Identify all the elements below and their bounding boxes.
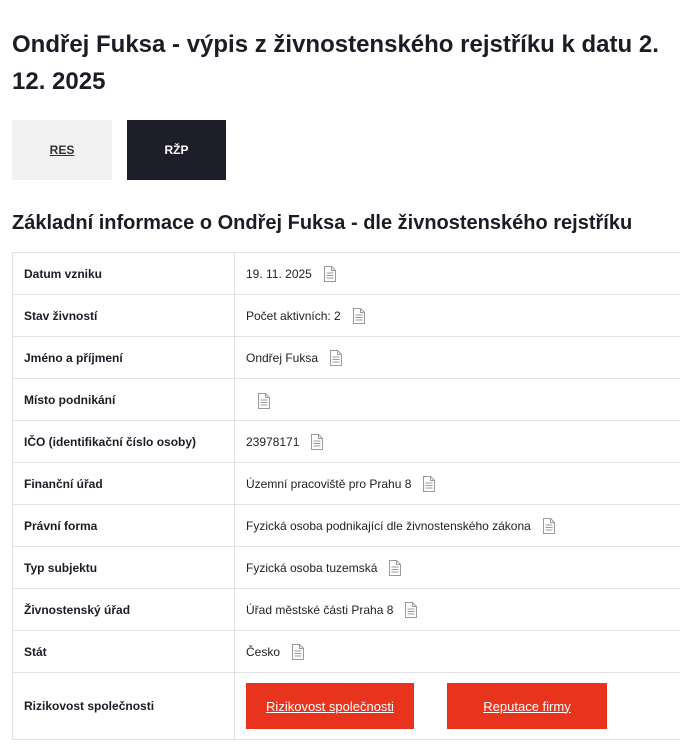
row-label-typ-subjektu: Typ subjektu	[13, 547, 235, 589]
copy-document-icon[interactable]	[257, 393, 270, 409]
table-row	[13, 421, 680, 463]
table-row	[13, 673, 680, 740]
table-row	[13, 463, 680, 505]
copy-document-icon[interactable]	[291, 644, 304, 660]
row-label-datum-vzniku: Datum vzniku	[13, 253, 235, 295]
table-row	[13, 337, 680, 379]
tab-rzp[interactable]: RŽP	[127, 120, 226, 180]
row-value-cell	[235, 421, 680, 463]
row-value-jmeno: Ondřej Fuksa	[246, 350, 319, 365]
row-label-financni-urad: Finanční úřad	[13, 463, 235, 505]
copy-document-icon[interactable]	[352, 308, 365, 324]
row-value-cell	[235, 589, 680, 631]
row-value-cell	[235, 337, 680, 379]
row-value-cell	[235, 547, 680, 589]
row-value-datum-vzniku: 19. 11. 2025	[246, 266, 312, 281]
row-value-zivnostensky-urad: Úřad městské části Praha 8	[246, 602, 394, 617]
copy-document-icon[interactable]	[404, 602, 417, 618]
row-label-stav-zivnosti: Stav živností	[13, 295, 235, 337]
row-value-cell	[235, 631, 680, 673]
row-value-cell	[235, 253, 680, 295]
row-value-financni-urad: Územní pracoviště pro Prahu 8	[246, 476, 412, 491]
source-tabs	[12, 120, 226, 180]
reputation-button[interactable]: Reputace firmy	[447, 683, 607, 729]
tab-res[interactable]: RES	[12, 120, 112, 180]
section-title: Základní informace o Ondřej Fuksa - dle živnostenského rejstříku	[12, 212, 633, 234]
copy-document-icon[interactable]	[323, 266, 336, 282]
row-value-stav-zivnosti: Počet aktivních: 2	[246, 308, 341, 323]
row-label-stat: Stát	[13, 631, 235, 673]
row-label-zivnostensky-urad: Živnostenský úřad	[13, 589, 235, 631]
table-row	[13, 379, 680, 421]
row-value-stat: Česko	[246, 644, 281, 659]
table-row	[13, 253, 680, 295]
table-row	[13, 589, 680, 631]
copy-document-icon[interactable]	[388, 560, 401, 576]
row-label-pravni-forma: Právní forma	[13, 505, 235, 547]
row-label-ico: IČO (identifikační číslo osoby)	[13, 421, 235, 463]
row-label-misto-podnikani: Místo podnikání	[13, 379, 235, 421]
table-row	[13, 505, 680, 547]
table-row	[13, 547, 680, 589]
copy-document-icon[interactable]	[542, 518, 555, 534]
row-value-cell	[235, 295, 680, 337]
copy-document-icon[interactable]	[329, 350, 342, 366]
risk-button[interactable]: Rizikovost společnosti	[246, 683, 414, 729]
row-label-jmeno: Jméno a příjmení	[13, 337, 235, 379]
page-title: Ondřej Fuksa - výpis z živnostenského rejstříku k datu 2. 12. 2025	[12, 31, 659, 95]
row-value-cell	[235, 463, 680, 505]
row-value-cell	[235, 505, 680, 547]
copy-document-icon[interactable]	[422, 476, 435, 492]
row-label-rizikovost: Rizikovost společnosti	[13, 673, 235, 740]
row-value-cell	[235, 673, 680, 740]
table-row	[13, 295, 680, 337]
row-value-pravni-forma: Fyzická osoba podnikající dle živnostenského zákona	[246, 518, 531, 533]
row-value-typ-subjektu: Fyzická osoba tuzemská	[246, 560, 378, 575]
info-table	[12, 252, 680, 740]
row-value-ico: 23978171	[246, 434, 300, 449]
copy-document-icon[interactable]	[310, 434, 323, 450]
row-value-cell	[235, 379, 680, 421]
table-row	[13, 631, 680, 673]
